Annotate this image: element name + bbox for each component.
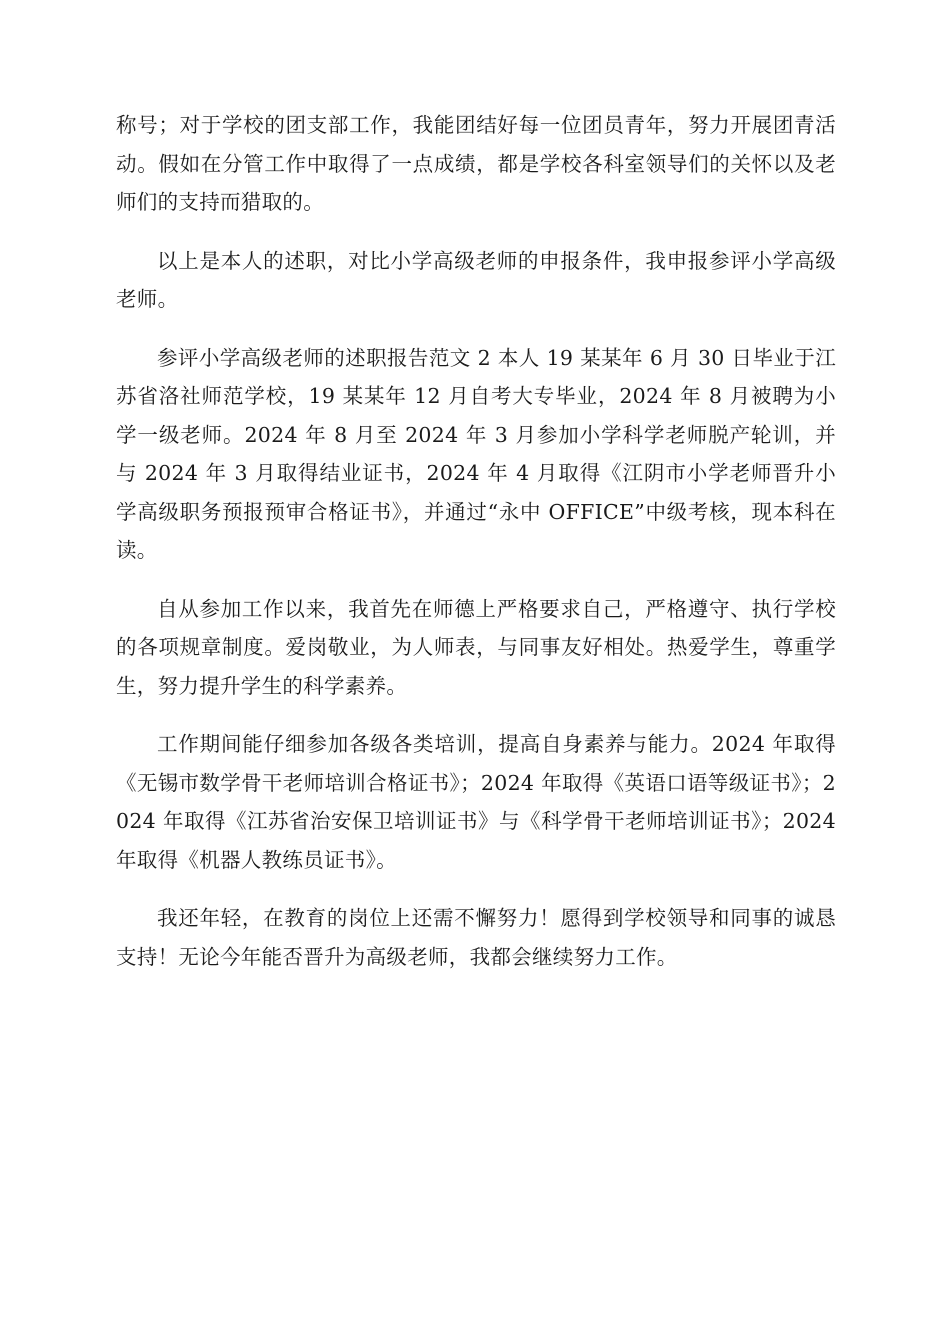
paragraph-closing: 我还年轻，在教育的岗位上还需不懈努力！愿得到学校领导和同事的诚恳支持！无论今年能否晋升为高级老师，我都会继续努力工作。 [116,906,836,969]
paragraph-training: 工作期间能仔细参加各级各类培训，提高自身素养与能力。2024 年取得《无锡市数学骨干老师培训合格证书》；2024 年取得《英语口语等级证书》；2024 年取得《江苏省治安保卫培训证书》与《科学骨干老师培训证书》；2024 年取得《机器人教练员证书》。 [116,732,836,872]
document-page [116,106,836,996]
paragraph-ethics: 自从参加工作以来，我首先在师德上严格要求自己，严格遵守、执行学校的各项规章制度。爱岗敬业，为人师表，与同事友好相处。热爱学生，尊重学生，努力提升学生的科学素养。 [116,596,836,698]
paragraph-summary: 以上是本人的述职，对比小学高级老师的申报条件，我申报参评小学高级老师。 [116,248,836,311]
paragraph-continuation: 称号；对于学校的团支部工作，我能团结好每一位团员青年，努力开展团青活动。假如在分管工作中取得了一点成绩，都是学校各科室领导们的关怀以及老师们的支持而猎取的。 [116,113,836,214]
paragraph-background: 参评小学高级老师的述职报告范文 2 本人 19 某某年 6 月 30 日毕业于江苏省洛社师范学校，19 某某年 12 月自考大专毕业，2024 年 8 月被聘为小学一级老师。2024 年 8 月至 2024 年 3 月参加小学科学老师脱产轮训，并与 2024 年 3 月取得结业证书，2024 年 4 月取得《江阴市小学老师晋升小学高级职务预报预审合格证书》，并通过“永中 OFFICE”中级考核，现本科在读。 [116,345,836,562]
